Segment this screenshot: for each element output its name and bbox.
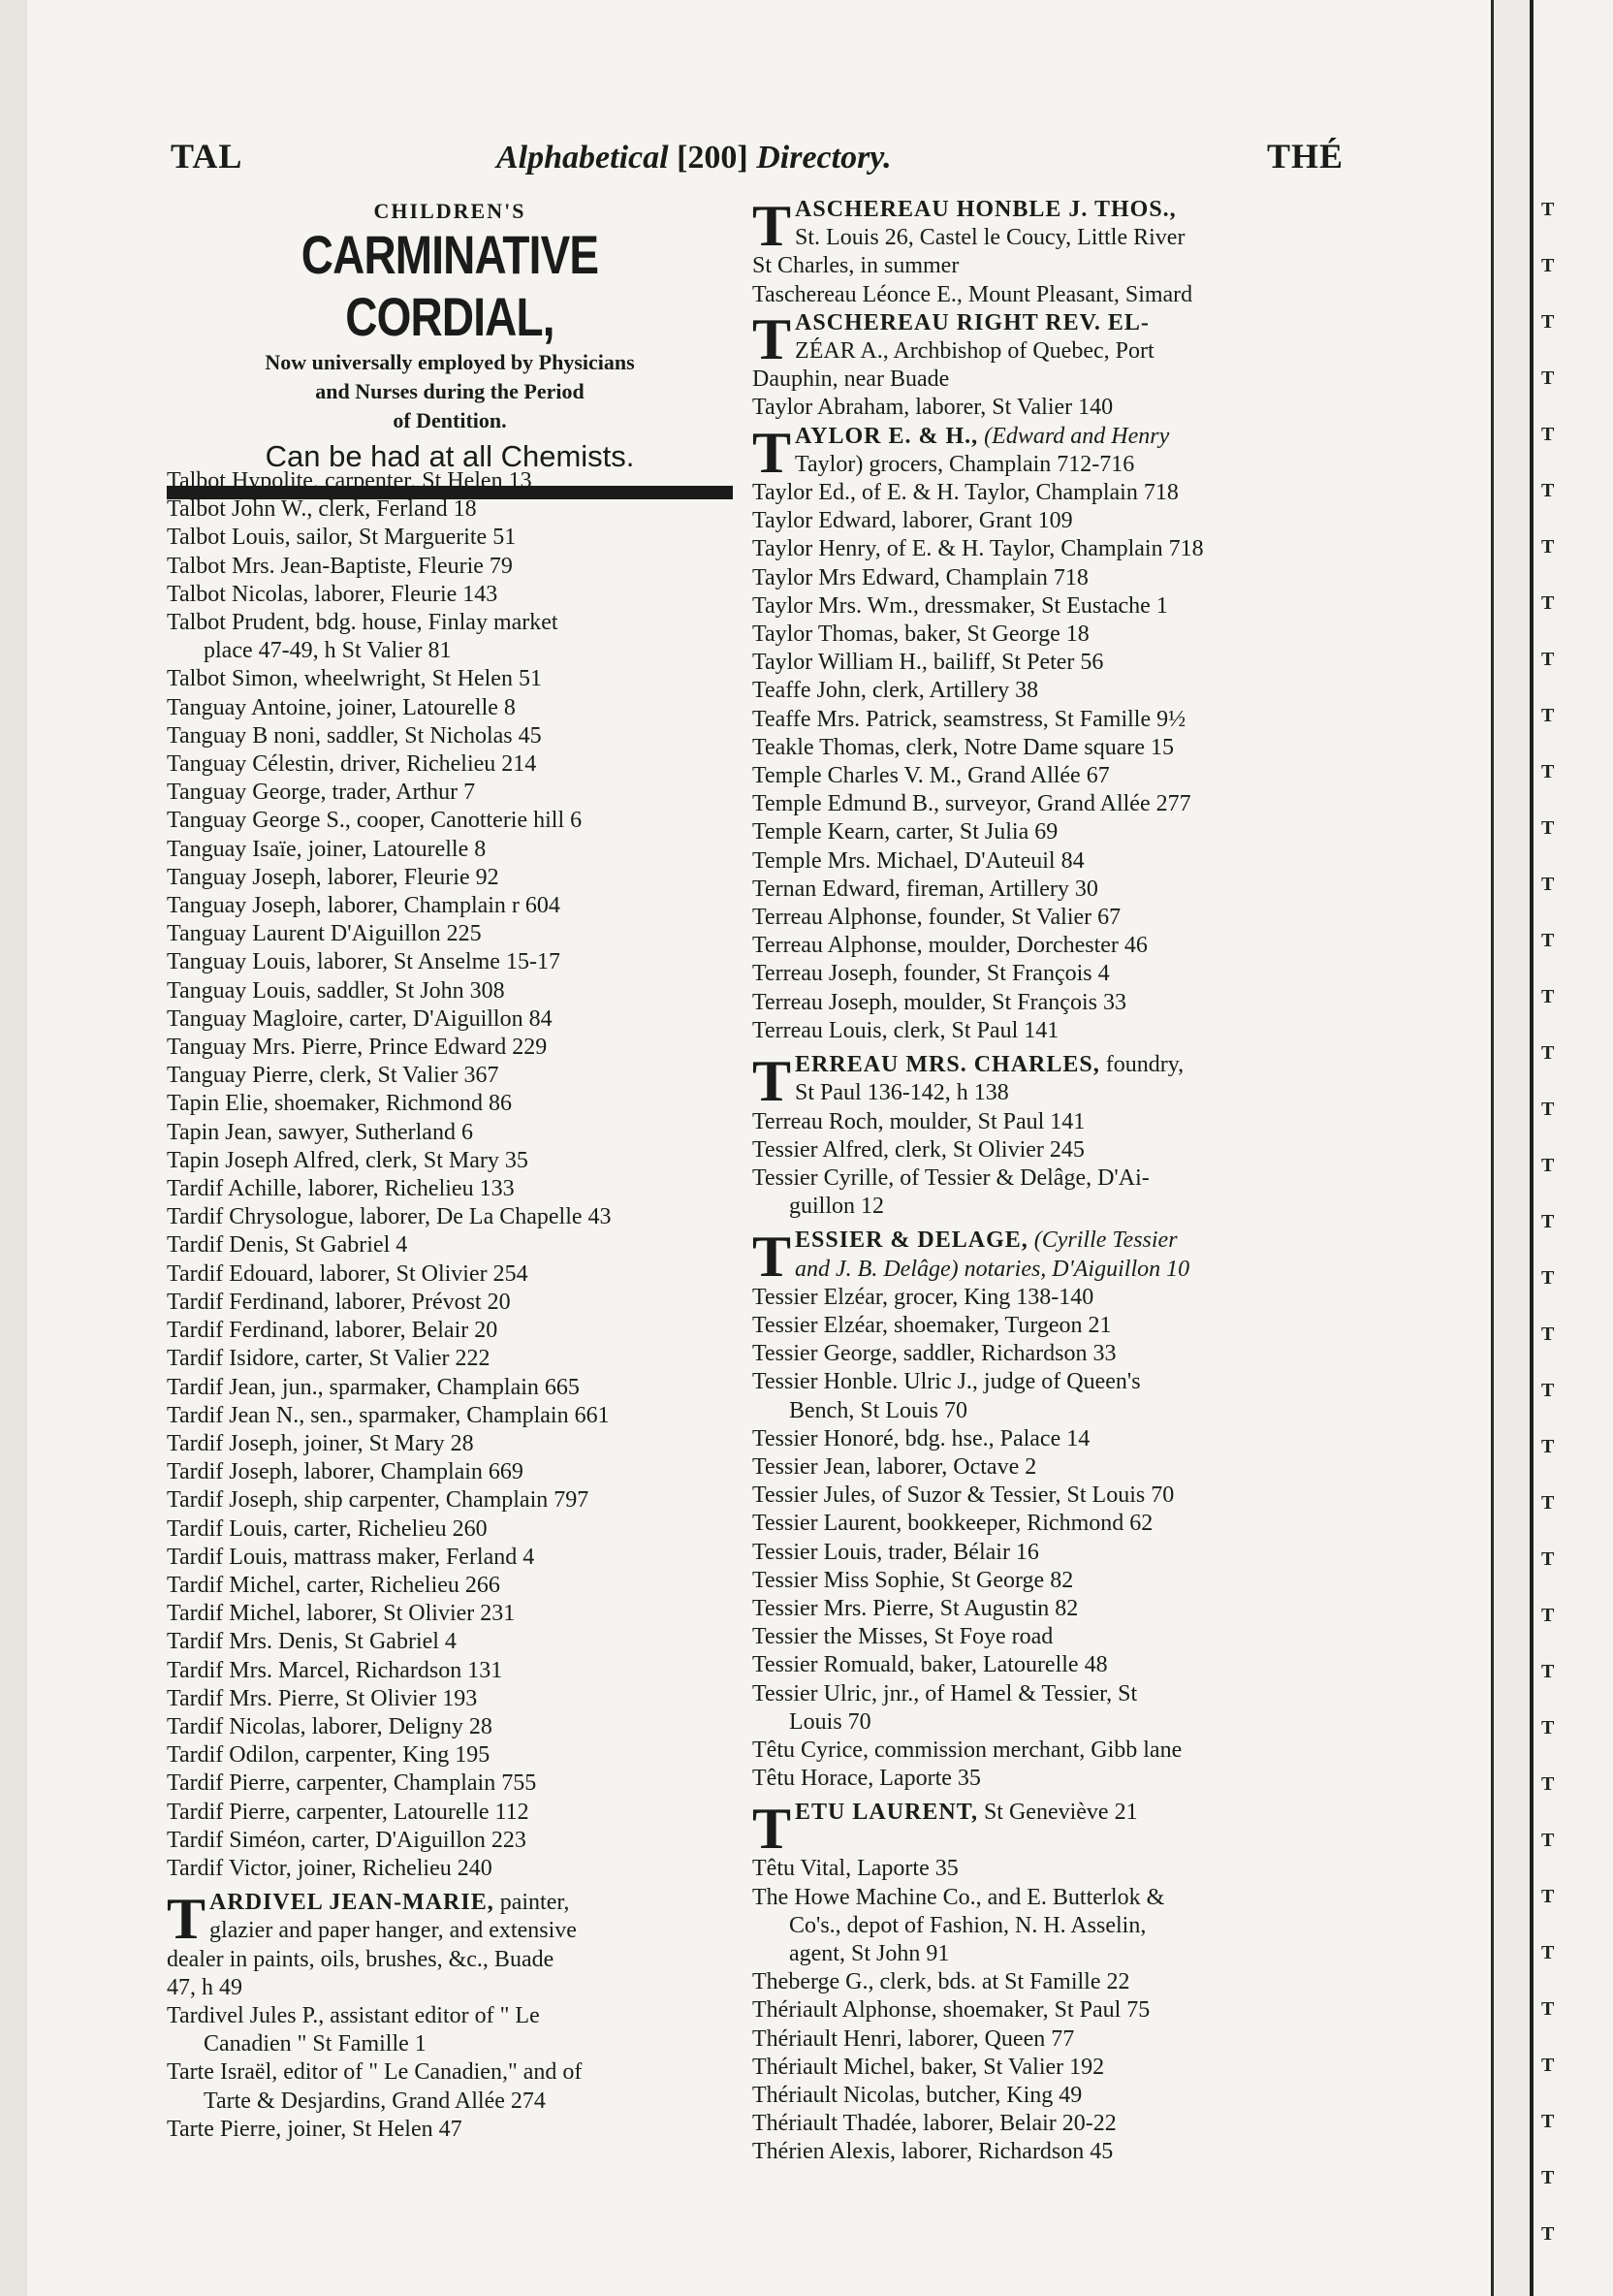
list-item: Tardif Ferdinand, laborer, Belair 20	[167, 1318, 498, 1344]
list-item: Tanguay Mrs. Pierre, Prince Edward 229	[167, 1035, 548, 1061]
list-item: Tardif Joseph, joiner, St Mary 28	[167, 1430, 474, 1456]
list-item: Tardif Louis, mattrass maker, Ferland 4	[167, 1544, 535, 1570]
adjacent-page-letter: T	[1541, 367, 1555, 389]
list-item: Terreau Alphonse, moulder, Dorchester 46	[752, 933, 1148, 959]
list-item: Tanguay Joseph, laborer, Champlain r 604	[167, 893, 560, 919]
list-item: Tardif Joseph, laborer, Champlain 669	[167, 1459, 523, 1485]
adjacent-page-letter: T	[1541, 1717, 1555, 1738]
list-item: Tanguay B noni, saddler, St Nicholas 45	[167, 722, 542, 749]
list-item: Teakle Thomas, clerk, Notre Dame square 15	[752, 734, 1175, 760]
feature-line: St Charles, in summer	[752, 253, 960, 279]
feature-line: St Paul 136-142, h 138	[795, 1080, 1009, 1106]
adjacent-page-letter: T	[1541, 1998, 1555, 2020]
adjacent-page-letter: T	[1541, 761, 1555, 782]
adjacent-page-letter: T	[1541, 930, 1555, 951]
list-item: Temple Mrs. Michael, D'Auteuil 84	[752, 847, 1085, 874]
list-item: Tardif Jean, jun., sparmaker, Champlain 665	[167, 1374, 580, 1400]
adjacent-page-letter: T	[1541, 1886, 1555, 1907]
adjacent-page-letter: T	[1541, 1830, 1555, 1851]
feature-line: painter,	[499, 1890, 570, 1916]
list-item: Tardif Jean N., sen., sparmaker, Champlain 661	[167, 1402, 610, 1428]
list-item: Tanguay Louis, laborer, St Anselme 15-17	[167, 949, 560, 975]
list-item: Tardif Michel, laborer, St Olivier 231	[167, 1601, 516, 1627]
list-item: Teaffe Mrs. Patrick, seamstress, St Famille 9½	[752, 706, 1186, 732]
list-item: guillon 12	[789, 1194, 885, 1220]
list-item: Talbot Simon, wheelwright, St Helen 51	[167, 666, 542, 692]
list-item: Tanguay Isaïe, joiner, Latourelle 8	[167, 836, 487, 862]
list-item: Taschereau Léonce E., Mount Pleasant, Simard	[752, 281, 1193, 307]
list-item: Tardif Edouard, laborer, St Olivier 254	[167, 1260, 528, 1287]
adjacent-page-letter: T	[1541, 1155, 1555, 1176]
list-item: Tessier George, saddler, Richardson 33	[752, 1341, 1117, 1367]
adjacent-page-letter: T	[1541, 1099, 1555, 1120]
list-item: Tanguay George S., cooper, Canotterie hill 6	[167, 808, 583, 834]
drop-cap: T	[752, 194, 792, 258]
list-item: Têtu Horace, Laporte 35	[752, 1766, 981, 1792]
feature-line: 47, h 49	[167, 1974, 242, 2000]
list-item: Thériault Michel, baker, St Valier 192	[752, 2054, 1105, 2080]
header-left-guide-word: TAL	[171, 137, 243, 175]
list-item: Tardif Michel, carter, Richelieu 266	[167, 1572, 500, 1598]
feature-heading: AYLOR E. & H.,	[795, 423, 979, 449]
list-item: Têtu Cyrice, commission merchant, Gibb lane	[752, 1737, 1183, 1763]
advert-line-5: of Dentition.	[393, 408, 507, 432]
list-item: Talbot Hypolite, carpenter, St Helen 13	[167, 468, 532, 494]
advert-availability: Can be had at all Chemists.	[265, 439, 635, 473]
feature-heading: ASCHEREAU HONBLE J. THOS.,	[795, 197, 1177, 222]
left-column	[167, 467, 739, 2144]
list-item: Tessier Elzéar, grocer, King 138-140	[752, 1284, 1094, 1310]
right-entries-2	[752, 1108, 1344, 1222]
adjacent-page-letter: T	[1541, 480, 1555, 501]
list-item: Temple Edmund B., surveyor, Grand Allée 277	[752, 791, 1191, 817]
list-item: Ternan Edward, fireman, Artillery 30	[752, 876, 1098, 902]
adjacent-page-letter: T	[1541, 705, 1555, 726]
taschereau-elzear-feature	[752, 306, 1344, 395]
feature-heading: ERREAU MRS. CHARLES,	[795, 1052, 1100, 1078]
feature-italic: (Edward and Henry	[984, 423, 1170, 449]
list-item: Tessier Ulric, jnr., of Hamel & Tessier, St	[752, 1680, 1138, 1706]
feature-line: ZÉAR A., Archbishop of Quebec, Port	[795, 338, 1154, 365]
taschereau-thos-feature	[752, 196, 1344, 281]
drop-cap: T	[752, 1225, 792, 1290]
adjacent-page-letter: T	[1541, 1380, 1555, 1401]
list-item: Taylor Abraham, laborer, St Valier 140	[752, 395, 1114, 421]
list-item: Terreau Alphonse, founder, St Valier 67	[752, 905, 1122, 931]
adjacent-page-letter: T	[1541, 2167, 1555, 2188]
list-item: Terreau Roch, moulder, St Paul 141	[752, 1108, 1086, 1134]
adjacent-page-letter: T	[1541, 649, 1555, 670]
list-item: Tarte Israël, editor of " Le Canadien," and of	[167, 2059, 583, 2086]
list-item: Tanguay Pierre, clerk, St Valier 367	[167, 1063, 499, 1089]
list-item: The Howe Machine Co., and E. Butterlok &	[752, 1884, 1165, 1910]
advert-headline: CARMINATIVE CORDIAL,	[300, 224, 599, 347]
list-item: Bench, St Louis 70	[789, 1397, 967, 1423]
feature-line: dealer in paints, oils, brushes, &c., Buade	[167, 1946, 554, 1972]
list-item: Taylor Henry, of E. & H. Taylor, Champlain 718	[752, 536, 1204, 562]
list-item: Tessier Jean, laborer, Octave 2	[752, 1453, 1037, 1480]
list-item: Tapin Jean, sawyer, Sutherland 6	[167, 1119, 473, 1145]
header-title-right: Directory.	[756, 140, 892, 175]
header-title-left: Alphabetical	[496, 140, 669, 175]
adjacent-page-letter: T	[1541, 1323, 1555, 1345]
list-item: Tardif Joseph, ship carpenter, Champlain 797	[167, 1487, 589, 1514]
adjacent-page-letter: T	[1541, 536, 1555, 558]
adjacent-page-letter: T	[1541, 592, 1555, 614]
list-item: Tanguay Joseph, laborer, Fleurie 92	[167, 864, 499, 890]
list-item: Tessier Laurent, bookkeeper, Richmond 62	[752, 1511, 1154, 1537]
adjacent-page-letter: T	[1541, 2223, 1555, 2245]
list-item: Thériault Thadée, laborer, Belair 20-22	[752, 2111, 1117, 2137]
list-item: agent, St John 91	[789, 1940, 950, 1966]
list-item: Tanguay Laurent D'Aiguillon 225	[167, 921, 482, 947]
list-item: Tessier Elzéar, shoemaker, Turgeon 21	[752, 1312, 1112, 1338]
list-item: Thérien Alexis, laborer, Richardson 45	[752, 2139, 1114, 2165]
list-item: Tarte Pierre, joiner, St Helen 47	[167, 2116, 462, 2142]
list-item: Thériault Nicolas, butcher, King 49	[752, 2083, 1083, 2108]
carminative-cordial-advert	[167, 199, 733, 499]
list-item: Tardif Mrs. Pierre, St Olivier 193	[167, 1685, 478, 1711]
page-header	[171, 136, 1344, 184]
list-item: Taylor William H., bailiff, St Peter 56	[752, 650, 1104, 676]
list-item: Talbot Nicolas, laborer, Fleurie 143	[167, 581, 498, 607]
adjacent-page-letter: T	[1541, 1548, 1555, 1570]
list-item: Taylor Edward, laborer, Grant 109	[752, 508, 1073, 534]
adjacent-page-edge	[1530, 0, 1613, 2296]
list-item: Tardif Achille, laborer, Richelieu 133	[167, 1176, 515, 1202]
list-item: Thériault Alphonse, shoemaker, St Paul 75	[752, 1997, 1151, 2024]
list-item: Tapin Joseph Alfred, clerk, St Mary 35	[167, 1147, 528, 1173]
list-item: Tessier Romuald, baker, Latourelle 48	[752, 1652, 1108, 1678]
list-item: Tardif Nicolas, laborer, Deligny 28	[167, 1713, 492, 1739]
drop-cap: T	[167, 1887, 206, 1952]
list-item: Tessier Miss Sophie, St George 82	[752, 1567, 1074, 1593]
feature-heading: ARDIVEL JEAN-MARIE,	[209, 1890, 494, 1916]
list-item: Tardif Ferdinand, laborer, Prévost 20	[167, 1289, 511, 1315]
list-item: Tanguay Magloire, carter, D'Aiguillon 84	[167, 1005, 553, 1032]
list-item: Co's., depot of Fashion, N. H. Asselin,	[789, 1912, 1147, 1938]
adjacent-page-letter: T	[1541, 874, 1555, 895]
right-entries-3	[752, 1284, 1344, 1794]
list-item: Têtu Vital, Laporte 35	[752, 1856, 959, 1882]
right-entries-1	[752, 479, 1344, 1045]
left-entries	[167, 467, 739, 1883]
tessier-delage-feature	[752, 1225, 1344, 1290]
drop-cap: T	[752, 420, 792, 485]
list-item: Tardif Pierre, carpenter, Latourelle 112	[167, 1799, 529, 1825]
feature-line: Taylor) grocers, Champlain 712-716	[795, 451, 1135, 477]
list-item: Tessier Honoré, bdg. hse., Palace 14	[752, 1425, 1091, 1451]
feature-italic: (Cyrille Tessier	[1033, 1228, 1178, 1254]
tardivel-feature-entry	[167, 1889, 739, 2002]
list-item: Taylor Ed., of E. & H. Taylor, Champlain 718	[752, 480, 1179, 506]
feature-heading: ETU LAURENT,	[795, 1800, 978, 1826]
list-item: Terreau Joseph, founder, St François 4	[752, 961, 1110, 987]
advert-line-1: CHILDREN'S	[373, 199, 526, 223]
adjacent-page-letter: T	[1541, 2055, 1555, 2076]
list-item: Tessier the Misses, St Foye road	[752, 1624, 1054, 1650]
list-item: Tardif Isidore, carter, St Valier 222	[167, 1346, 490, 1372]
feature-heading: ASCHEREAU RIGHT REV. EL-	[795, 309, 1150, 335]
drop-cap: T	[752, 1049, 792, 1114]
list-item: Tanguay Célestin, driver, Richelieu 214	[167, 751, 537, 778]
list-item: Talbot John W., clerk, Ferland 18	[167, 496, 477, 523]
list-item: Taylor Mrs Edward, Champlain 718	[752, 564, 1089, 590]
feature-line: and J. B. Delâge) notaries, D'Aiguillon 10	[795, 1256, 1190, 1282]
adjacent-page-letter: T	[1541, 424, 1555, 445]
advert-line-4: and Nurses during the Period	[315, 379, 585, 403]
list-item: Tardif Denis, St Gabriel 4	[167, 1232, 408, 1259]
advert-line-3: Now universally employed by Physicians	[265, 350, 635, 374]
adjacent-page-letter: T	[1541, 1436, 1555, 1457]
terreau-feature	[752, 1049, 1344, 1114]
list-item: Tardif Louis, carter, Richelieu 260	[167, 1515, 488, 1542]
list-item: Tardif Victor, joiner, Richelieu 240	[167, 1855, 492, 1881]
list-item: Thériault Henri, laborer, Queen 77	[752, 2025, 1075, 2052]
header-right-guide-word: THÉ	[1266, 137, 1344, 175]
feature-heading: ESSIER & DELAGE,	[795, 1228, 1028, 1254]
tetu-feature	[752, 1797, 1344, 1862]
adjacent-page-letter: T	[1541, 1211, 1555, 1232]
list-item: Teaffe John, clerk, Artillery 38	[752, 678, 1039, 704]
list-item: Tardif Mrs. Denis, St Gabriel 4	[167, 1629, 457, 1655]
adjacent-page-letter: T	[1541, 1942, 1555, 1963]
list-item: Temple Kearn, carter, St Julia 69	[752, 819, 1059, 845]
feature-rest: St Geneviève 21	[983, 1800, 1138, 1826]
page-number: [200]	[677, 140, 748, 175]
drop-cap: T	[752, 1797, 792, 1862]
list-item: Tardif Siméon, carter, D'Aiguillon 223	[167, 1827, 526, 1853]
adjacent-page-letter: T	[1541, 1042, 1555, 1064]
adjacent-page-letter: T	[1541, 1773, 1555, 1795]
adjacent-page-letter: T	[1541, 255, 1555, 276]
adjacent-page-letter: T	[1541, 2111, 1555, 2132]
list-item: Tardif Pierre, carpenter, Champlain 755	[167, 1770, 537, 1797]
list-item: Talbot Mrs. Jean-Baptiste, Fleurie 79	[167, 553, 513, 579]
feature-line: Dauphin, near Buade	[752, 367, 950, 393]
list-item: Tessier Cyrille, of Tessier & Delâge, D'Ai-	[752, 1164, 1150, 1191]
list-item: Tanguay George, trader, Arthur 7	[167, 780, 476, 806]
list-item: Tardif Odilon, carpenter, King 195	[167, 1742, 490, 1769]
list-item: Taylor Mrs. Wm., dressmaker, St Eustache 1	[752, 592, 1168, 619]
list-item: Tessier Mrs. Pierre, St Augustin 82	[752, 1595, 1079, 1621]
list-item: Tanguay Antoine, joiner, Latourelle 8	[167, 694, 516, 720]
adjacent-page-letter: T	[1541, 311, 1555, 333]
adjacent-page-letter: T	[1541, 199, 1555, 220]
feature-line: glazier and paper hanger, and extensive	[209, 1918, 577, 1944]
list-item: Tessier Louis, trader, Bélair 16	[752, 1539, 1039, 1565]
adjacent-page-letter: T	[1541, 986, 1555, 1007]
list-item: Louis 70	[789, 1708, 871, 1735]
list-item: place 47-49, h St Valier 81	[204, 638, 452, 664]
list-item: Tessier Honble. Ulric J., judge of Queen's	[752, 1369, 1141, 1395]
list-item: Tardivel Jules P., assistant editor of " Le	[167, 2002, 540, 2028]
left-tail-entries	[167, 2002, 739, 2144]
list-item: Tessier Alfred, clerk, St Olivier 245	[752, 1136, 1085, 1163]
list-item: Talbot Louis, sailor, St Marguerite 51	[167, 525, 517, 551]
adjacent-page-letter: T	[1541, 1605, 1555, 1626]
adjacent-page-letter: T	[1541, 1661, 1555, 1682]
list-item: Temple Charles V. M., Grand Allée 67	[752, 763, 1110, 789]
feature-rest: foundry,	[1105, 1052, 1185, 1078]
list-item: Tardif Mrs. Marcel, Richardson 131	[167, 1657, 503, 1683]
list-item: Theberge G., clerk, bds. at St Famille 22	[752, 1969, 1130, 1995]
list-item: Tanguay Louis, saddler, St John 308	[167, 977, 505, 1004]
adjacent-page-letter: T	[1541, 1267, 1555, 1289]
right-column	[752, 196, 1344, 2167]
header-title	[496, 140, 892, 176]
list-item: Canadien " St Famille 1	[204, 2031, 427, 2057]
right-entries-4	[752, 1855, 1344, 2166]
list-item: Talbot Prudent, bdg. house, Finlay market	[167, 610, 558, 636]
list-item: Tessier Jules, of Suzor & Tessier, St Louis 70	[752, 1483, 1175, 1509]
list-item: Tardif Chrysologue, laborer, De La Chapelle 43	[167, 1204, 612, 1230]
taylor-feature	[752, 420, 1344, 485]
list-item: Tapin Elie, shoemaker, Richmond 86	[167, 1091, 512, 1117]
list-item: Taylor Thomas, baker, St George 18	[752, 622, 1090, 648]
list-item: Tarte & Desjardins, Grand Allée 274	[204, 2088, 546, 2114]
feature-line: St. Louis 26, Castel le Coucy, Little River	[795, 225, 1186, 251]
drop-cap: T	[752, 306, 792, 371]
adjacent-page-letter: T	[1541, 1492, 1555, 1514]
list-item: Terreau Louis, clerk, St Paul 141	[752, 1017, 1060, 1043]
adjacent-page-letter: T	[1541, 817, 1555, 839]
list-item: Terreau Joseph, moulder, St François 33	[752, 989, 1126, 1015]
